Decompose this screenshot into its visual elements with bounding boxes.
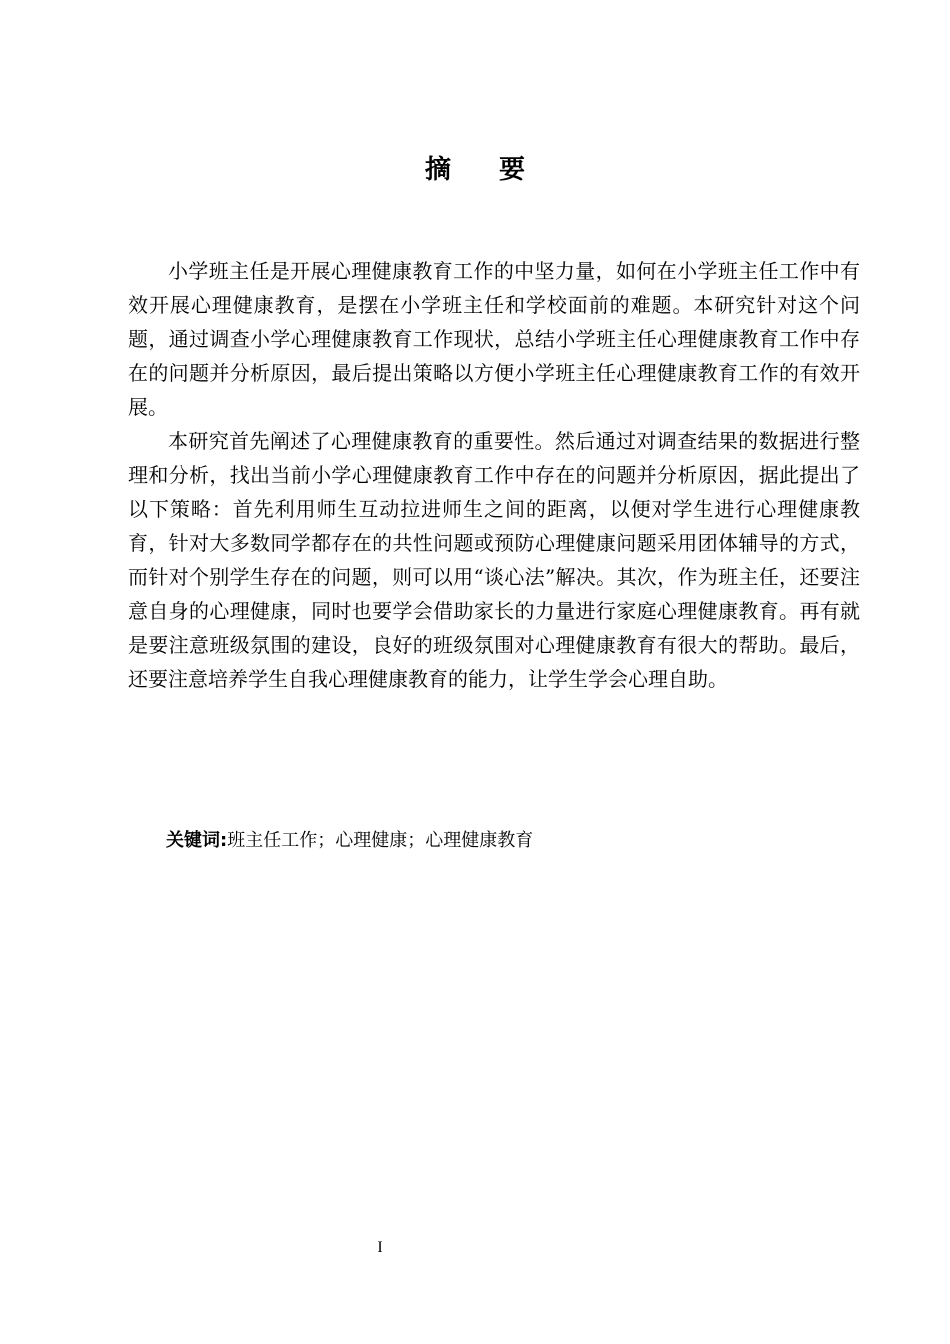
keywords-label: 关键词: xyxy=(166,830,228,851)
abstract-paragraph-2: 本研究首先阐述了心理健康教育的重要性。然后通过对调查结果的数据进行整理和分析，找出当前小学心理健康教育工作中存在的问题并分析原因，据此提出了以下策略：首先利用师生互动拉进师生之间的距离，以便对学生进行心理健康教育，针对大多数同学都存在的共性问题或预防心理健康问题采用团体辅导的方式，而针对个别学生存在的问题，则可以用“谈心法”解决。其次，作为班主任，还要注意自身的心理健康，同时也要学会借助家长的力量进行家庭心理健康教育。再有就是要注意班级氛围的建设，良好的班级氛围对心理健康教育有很大的帮助。最后，还要注意培养学生自我心理健康教育的能力，让学生学会心理自助。 xyxy=(128,429,860,691)
page-title: 摘要 xyxy=(424,155,573,185)
abstract-paragraph-1: 小学班主任是开展心理健康教育工作的中坚力量，如何在小学班主任工作中有效开展心理健康教育，是摆在小学班主任和学校面前的难题。本研究针对这个问题，通过调查小学心理健康教育工作现状，总结小学班主任心理健康教育工作中存在的问题并分析原因，最后提出策略以方便小学班主任心理健康教育工作的有效开展。 xyxy=(128,259,860,419)
page-number: I xyxy=(377,1239,383,1256)
keywords-line xyxy=(166,826,866,856)
keywords-text: 班主任工作；心理健康；心理健康教育 xyxy=(227,830,534,851)
abstract-body xyxy=(128,254,860,696)
